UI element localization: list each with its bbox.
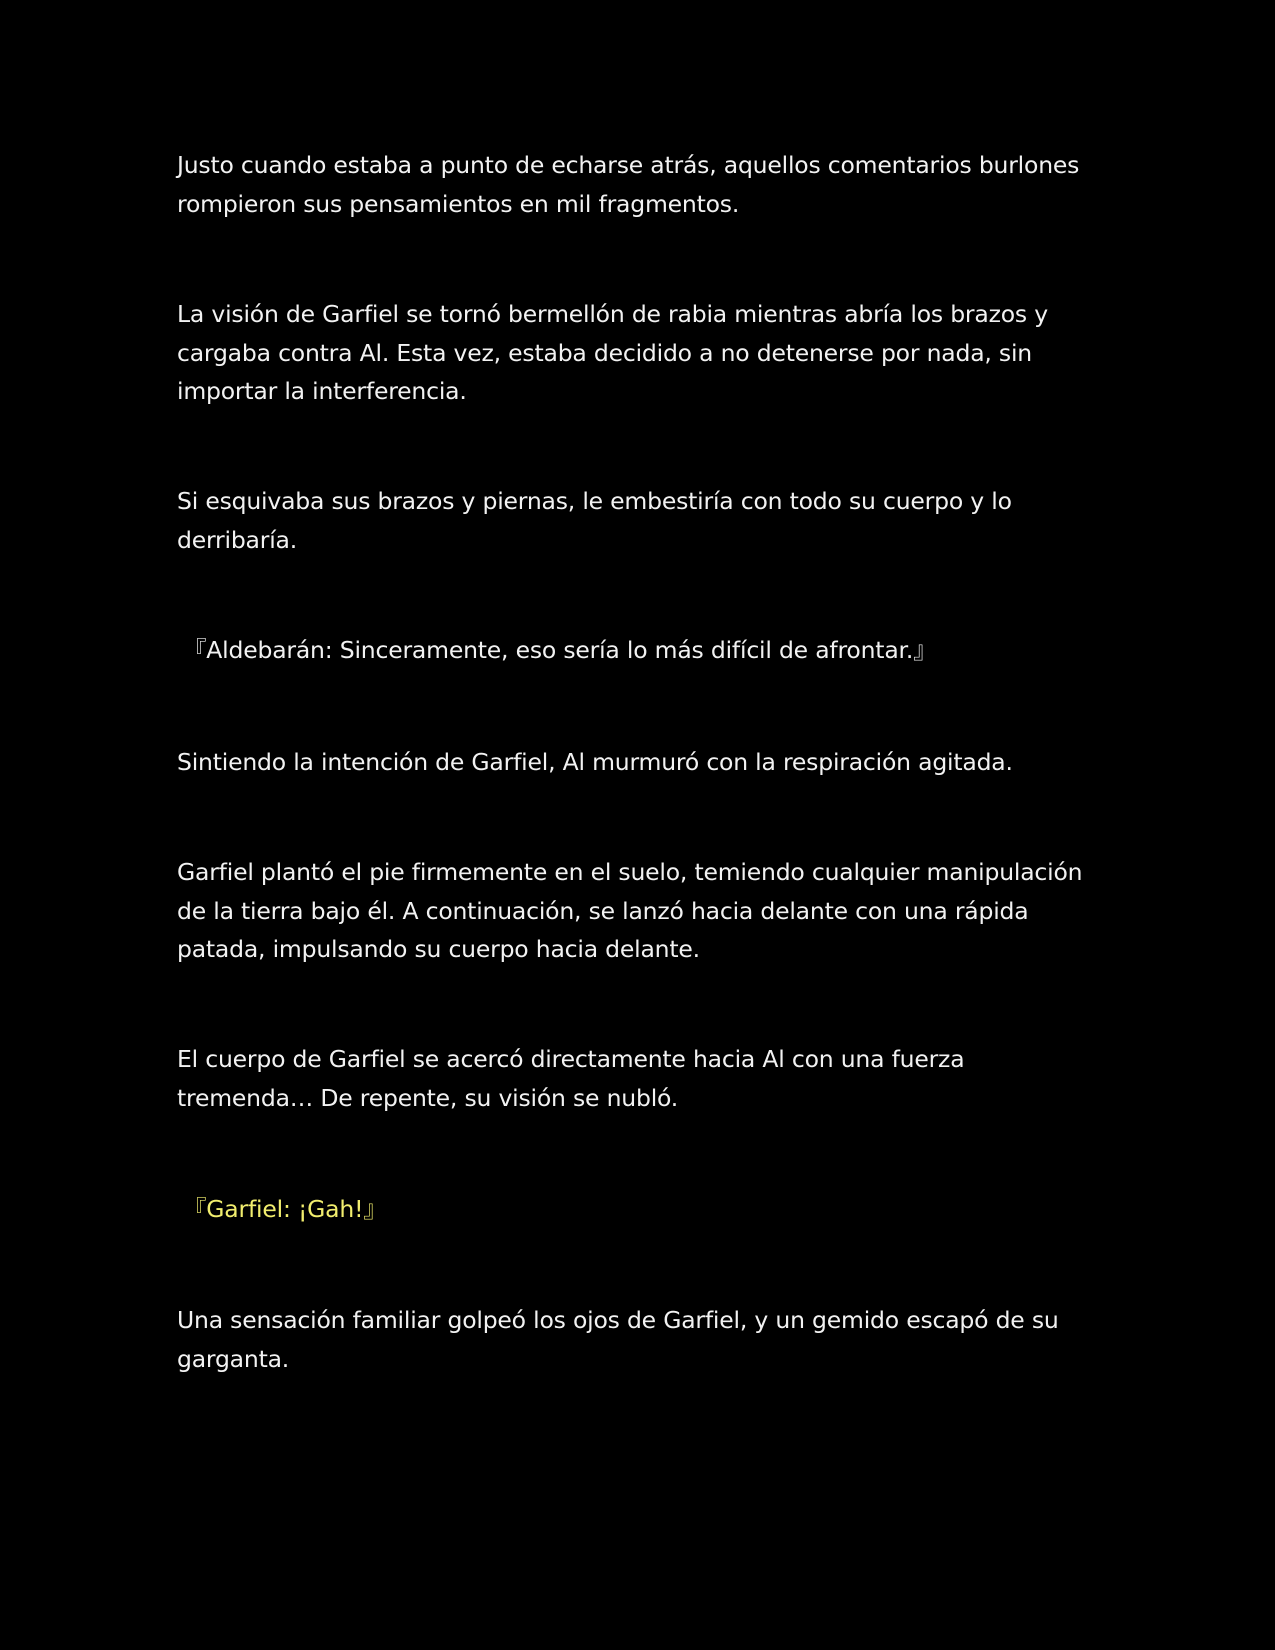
paragraph: El cuerpo de Garfiel se acercó directamente hacia Al con una fuerza tremenda… De repente, su visión se nubló. — [177, 1045, 965, 1112]
paragraph: Si esquivaba sus brazos y piernas, le embestiría con todo su cuerpo y lo derribaría. — [177, 487, 1012, 554]
dialogue-line-aldebaran: 『Aldebarán: Sinceramente, eso sería lo más difícil de afrontar.』 — [183, 636, 937, 664]
paragraph: Sintiendo la intención de Garfiel, Al murmuró con la respiración agitada. — [177, 748, 1013, 776]
paragraph: Justo cuando estaba a punto de echarse atrás, aquellos comentarios burlones rompieron sus pensamientos en mil fragmentos. — [177, 151, 1080, 218]
dialogue-line-garfiel: 『Garfiel: ¡Gah!』 — [183, 1195, 387, 1223]
paragraph: Una sensación familiar golpeó los ojos de Garfiel, y un gemido escapó de su garganta. — [177, 1306, 1059, 1373]
paragraph: Garfiel plantó el pie firmemente en el suelo, temiendo cualquier manipulación de la tierra bajo él. A continuación, se lanzó hacia delante con una rápida patada, impulsando su cuerpo hacia delante. — [177, 858, 1083, 963]
paragraph: La visión de Garfiel se tornó bermellón de rabia mientras abría los brazos y cargaba contra Al. Esta vez, estaba decidido a no detenerse por nada, sin importar la interferencia. — [177, 300, 1048, 405]
